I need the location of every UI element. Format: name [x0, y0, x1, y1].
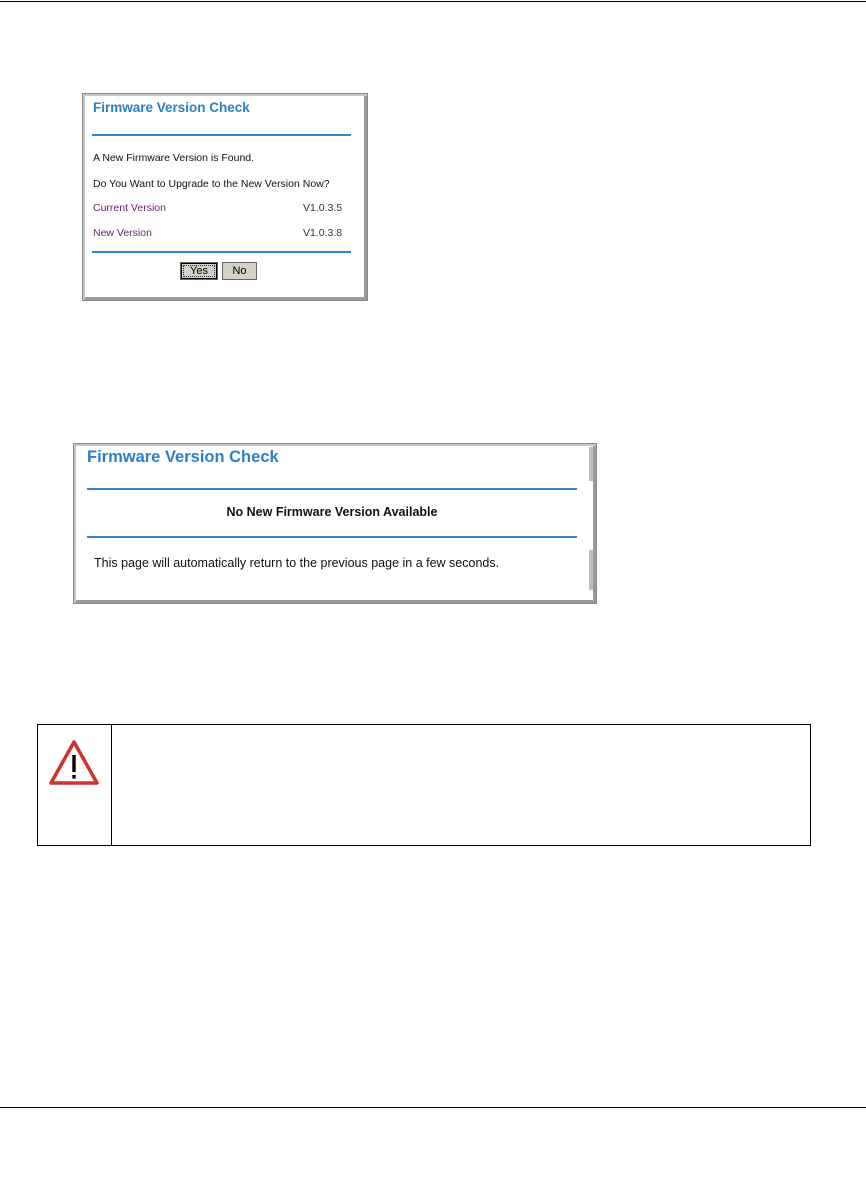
title-divider	[87, 488, 577, 490]
found-message: A New Firmware Version is Found.	[93, 152, 255, 164]
current-version-value: V1.0.3.5	[303, 202, 343, 214]
dialog-title: Firmware Version Check	[93, 100, 250, 115]
auto-return-note: This page will automatically return to the previous page in a few seconds.	[94, 556, 500, 570]
message-divider	[87, 536, 577, 538]
warning-divider	[111, 725, 112, 845]
scrollbar-fragment	[589, 550, 593, 590]
new-version-value: V1.0.3.8	[303, 227, 343, 239]
upgrade-prompt: Do You Want to Upgrade to the New Version Now?	[93, 178, 330, 190]
warning-triangle-icon	[48, 739, 100, 787]
firmware-check-new-version-screenshot	[82, 93, 368, 301]
warning-callout	[37, 724, 811, 846]
current-version-label: Current Version	[93, 202, 166, 214]
header-rule	[0, 1, 866, 2]
scrollbar-fragment	[589, 447, 593, 481]
no-new-version-message: No New Firmware Version Available	[226, 505, 438, 519]
warning-content	[122, 735, 800, 835]
no-button[interactable]: No	[222, 262, 257, 280]
firmware-check-no-new-version-screenshot	[73, 443, 597, 604]
new-version-label: New Version	[93, 227, 152, 239]
footer-rule	[0, 1107, 866, 1108]
footer-divider	[92, 251, 351, 253]
yes-button[interactable]: Yes	[180, 262, 218, 280]
title-divider	[92, 134, 351, 136]
dialog-title: Firmware Version Check	[87, 448, 279, 466]
